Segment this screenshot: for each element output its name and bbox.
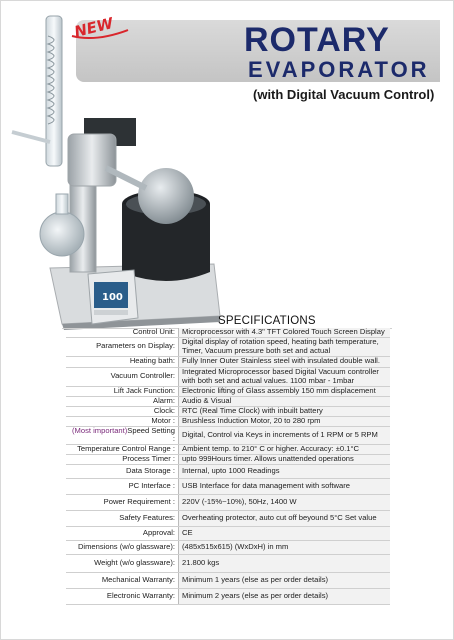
table-row — [66, 337, 390, 356]
spec-value: Brushless Induction Motor, 20 to 280 rpm — [179, 416, 391, 426]
specifications-table — [66, 328, 390, 605]
table-row — [66, 510, 390, 526]
new-badge-text: NEW — [72, 14, 116, 42]
product-subtitle: (with Digital Vacuum Control) — [253, 87, 435, 102]
spec-value: Fully Inner Outer Stainless steel with insulated double wall. — [179, 356, 391, 367]
spec-label: Weight (w/o glassware): — [66, 554, 179, 572]
spec-label: Motor : — [66, 416, 179, 426]
spec-value: Audio & Visual — [179, 396, 391, 406]
spec-value: Internal, upto 1000 Readings — [179, 464, 391, 478]
spec-label: Vacuum Controller: — [66, 367, 179, 386]
table-row — [66, 464, 390, 478]
product-title: ROTARY — [244, 21, 390, 59]
spec-label-highlighted — [66, 426, 179, 444]
spec-value: 220V (-15%~10%), 50Hz, 1400 W — [179, 494, 391, 510]
spec-label: Mechanical Warranty: — [66, 572, 179, 588]
spec-label: Process Timer : — [66, 454, 179, 464]
spec-value: Ambient temp. to 210° C or higher. Accuracy: ±0.1°C — [179, 444, 391, 454]
spec-value: Minimum 1 years (else as per order details) — [179, 572, 391, 588]
spec-label: Clock: — [66, 406, 179, 416]
table-row — [66, 454, 390, 464]
controller-display-value: 100 — [102, 292, 123, 303]
table-row — [66, 588, 390, 604]
table-row — [66, 554, 390, 572]
spec-label: Heating bath: — [66, 356, 179, 367]
table-row — [66, 478, 390, 494]
spec-label: Data Storage : — [66, 464, 179, 478]
spec-value: upto 999Hours timer. Allows unattended operations — [179, 454, 391, 464]
table-row — [66, 540, 390, 554]
rotary-evaporator-image — [6, 6, 232, 336]
spec-value: Microprocessor with 4.3" TFT Colored Touch Screen Display — [179, 328, 391, 337]
table-row — [66, 386, 390, 396]
spec-label: Electronic Warranty: — [66, 588, 179, 604]
table-row — [66, 396, 390, 406]
spec-label: PC Interface : — [66, 478, 179, 494]
specifications-heading: SPECIFICATIONS — [218, 315, 316, 327]
spec-value: Integrated Microprocessor based Digital Vacuum controller with both set and actual values. 1100 mbar - 1mbar — [179, 367, 391, 386]
spec-label: Parameters on Display: — [66, 337, 179, 356]
spec-value: Minimum 2 years (else as per order details) — [179, 588, 391, 604]
spec-label: Speed Setting : — [127, 425, 175, 444]
spec-label: Lift Jack Function: — [66, 386, 179, 396]
spec-value: Digital, Control via Keys in increments of 1 RPM or 5 RPM — [179, 426, 391, 444]
table-row — [66, 416, 390, 426]
spec-label: Power Requirement : — [66, 494, 179, 510]
spec-label: Temperature Control Range : — [66, 444, 179, 454]
most-important-note: (Most important) — [72, 425, 128, 435]
spec-value: RTC (Real Time Clock) with inbuilt battery — [179, 406, 391, 416]
spec-value: 21.800 kgs — [179, 554, 391, 572]
spec-label: Control Unit: — [66, 328, 179, 337]
new-badge — [66, 12, 136, 42]
table-row — [66, 426, 390, 444]
table-row — [66, 444, 390, 454]
table-row — [66, 356, 390, 367]
table-row — [66, 494, 390, 510]
table-row — [66, 328, 390, 337]
spec-value: Electronic lifting of Glass assembly 150 mm displacement — [179, 386, 391, 396]
table-row — [66, 572, 390, 588]
spec-label: Approval: — [66, 526, 179, 540]
table-row — [66, 406, 390, 416]
spec-value: CE — [179, 526, 391, 540]
spec-label: Alarm: — [66, 396, 179, 406]
product-title-line2: EVAPORATOR — [248, 57, 430, 82]
table-row — [66, 526, 390, 540]
spec-value: Digital display of rotation speed, heating bath temperature, Timer, Vacuum pressure both set and actual — [179, 337, 391, 356]
spec-value: (485x515x615) (WxDxH) in mm — [179, 540, 391, 554]
spec-label: Safety Features: — [66, 510, 179, 526]
spec-label: Dimensions (w/o glassware): — [66, 540, 179, 554]
table-row — [66, 367, 390, 386]
spec-value: USB Interface for data management with software — [179, 478, 391, 494]
spec-value: Overheating protector, auto cut off beyound 5°C Set value — [179, 510, 391, 526]
